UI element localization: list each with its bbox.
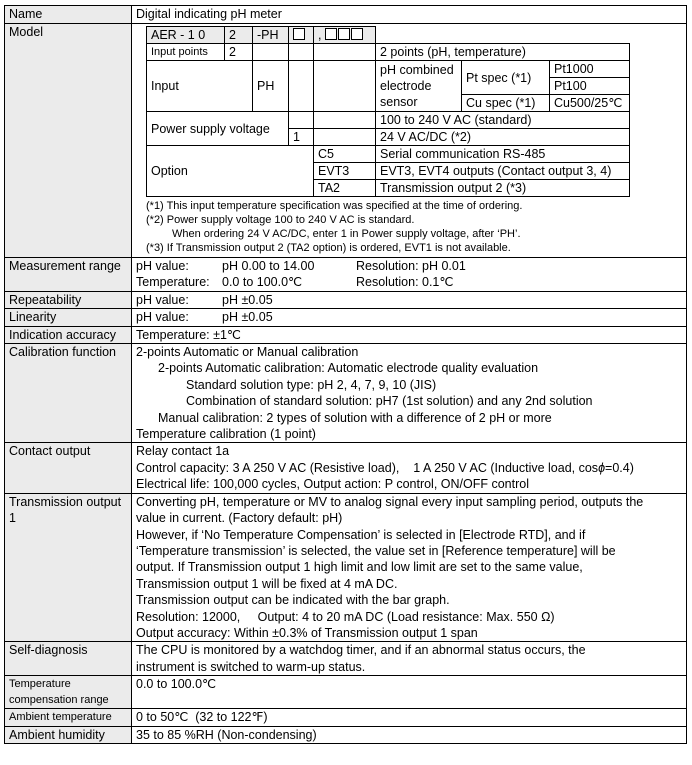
cu500: Cu500/25℃ — [550, 95, 630, 112]
meas-temp-range: 0.0 to 100.0℃ — [222, 275, 303, 290]
calib-line-3: Standard solution type: pH 2, 4, 7, 9, 10 (JIS) — [186, 377, 437, 392]
trans-line-3: However, if ‘No Temperature Compensation’ is selected in [Electrode RTD], and if — [136, 527, 586, 542]
row-transmission — [5, 493, 687, 642]
value-ambtemp: 0 to 50℃ (32 to 122℉) — [132, 709, 687, 726]
trans-line-2: value in current. (Factory default: pH) — [136, 511, 343, 526]
model-notes — [136, 199, 682, 257]
label-repeatability: Repeatability — [5, 291, 132, 308]
option-desc-2: Transmission output 2 (*3) — [376, 180, 630, 197]
note-1: (*1) This input temperature specification was specified at the time of ordering. — [146, 200, 523, 212]
trans-line-9: Output accuracy: Within ±0.3% of Transmission output 1 span — [136, 625, 478, 640]
psv-code: 1 — [289, 129, 314, 146]
linear-a: pH value: — [136, 310, 189, 325]
input-ph: PH — [253, 61, 289, 112]
row-selfdiag — [5, 642, 687, 676]
repeat-b: pH ±0.05 — [222, 292, 273, 307]
label-linearity: Linearity — [5, 309, 132, 326]
row-tempcomp — [5, 676, 687, 709]
meas-ph-range: pH 0.00 to 14.00 — [222, 259, 315, 273]
row-name — [5, 6, 687, 24]
option-code-0: C5 — [314, 146, 376, 163]
linear-b: pH ±0.05 — [222, 310, 273, 325]
note-3: (*3) If Transmission output 2 (TA2 option) is ordered, EVT1 is not available. — [146, 242, 511, 254]
input-points-label: Input points — [147, 44, 225, 61]
contact-line-2-text: Control capacity: 3 A 250 V AC (Resistive load), 1 A 250 V AC (Inductive load, cos — [136, 460, 599, 475]
label-contact: Contact output — [5, 443, 132, 493]
value-ambhum: 35 to 85 %RH (Non-condensing) — [132, 726, 687, 743]
label-model: Model — [5, 24, 132, 258]
option-desc-0: Serial communication RS-485 — [376, 146, 630, 163]
contact-line-3: Electrical life: 100,000 cycles, Output action: P control, ON/OFF control — [136, 477, 529, 492]
meas-temp-label: Temperature: — [136, 275, 210, 290]
trans-line-6: Transmission output 1 will be fixed at 4 mA DC. — [136, 576, 398, 591]
selfdiag-line-2: instrument is switched to warm-up status. — [136, 659, 366, 674]
code-psv-box — [289, 27, 314, 44]
option-code-2: TA2 — [314, 180, 376, 197]
option-label: Option — [147, 146, 314, 197]
cu-spec: Cu spec (*1) — [462, 95, 550, 112]
code-prefix: AER - 1 0 — [147, 27, 225, 44]
calib-line-2: 2-points Automatic calibration: Automatic electrode quality evaluation — [158, 361, 539, 376]
row-indication — [5, 326, 687, 343]
trans-line-1: Converting pH, temperature or MV to analog signal every input sampling period, outputs the — [136, 494, 644, 509]
trans-line-5: output. If Transmission output 1 high limit and low limit are set to the same value, — [136, 560, 583, 575]
spec-table — [4, 5, 687, 744]
model-code-table — [146, 26, 630, 197]
phi-symbol: ϕ — [598, 460, 606, 475]
code-suffix: -PH — [253, 27, 289, 44]
repeat-a: pH value: — [136, 292, 189, 307]
row-calibration — [5, 344, 687, 443]
calib-line-5: Manual calibration: 2 types of solution with a difference of 2 pH or more — [158, 410, 552, 425]
meas-ph-label: pH value: — [136, 259, 189, 273]
pt-spec: Pt spec (*1) — [462, 61, 550, 95]
calib-line-4: Combination of standard solution: pH7 (1st solution) and any 2nd solution — [186, 394, 593, 409]
value-tempcomp: 0.0 to 100.0℃ — [132, 676, 687, 709]
note-2b: When ordering 24 V AC/DC, enter 1 in Power supply voltage, after ‘PH’. — [172, 228, 521, 240]
selfdiag-line-1: The CPU is monitored by a watchdog timer, and if an abnormal status occurs, the — [136, 643, 586, 658]
row-repeatability — [5, 291, 687, 308]
value-calibration — [132, 344, 687, 443]
label-transmission: Transmission output 1 — [5, 493, 132, 642]
label-measurement: Measurement range — [5, 258, 132, 292]
label-name: Name — [5, 6, 132, 24]
psv-std: 100 to 240 V AC (standard) — [376, 112, 630, 129]
label-selfdiag: Self-diagnosis — [5, 642, 132, 676]
row-measurement — [5, 258, 687, 292]
meas-temp-res: Resolution: 0.1℃ — [356, 275, 454, 290]
row-model — [5, 24, 687, 258]
calib-line-1: 2-points Automatic or Manual calibration — [136, 345, 359, 360]
label-ambtemp: Ambient temperature — [5, 709, 132, 726]
code-comma: , — [318, 28, 322, 42]
code-option-boxes — [314, 27, 376, 44]
psv-label: Power supply voltage — [147, 112, 289, 146]
row-ambhum — [5, 726, 687, 743]
value-name: Digital indicating pH meter — [132, 6, 687, 24]
value-selfdiag — [132, 642, 687, 676]
input-label: Input — [147, 61, 253, 112]
label-ambhum: Ambient humidity — [5, 726, 132, 743]
row-linearity — [5, 309, 687, 326]
contact-line-2-end: =0.4) — [605, 460, 634, 475]
value-measurement — [132, 258, 687, 292]
code-input-digit: 2 — [225, 27, 253, 44]
contact-line-2 — [136, 460, 682, 476]
row-ambtemp — [5, 709, 687, 726]
contact-line-1: Relay contact 1a — [136, 444, 230, 459]
row-contact — [5, 443, 687, 493]
input-points-value: 2 — [225, 44, 253, 61]
value-model — [132, 24, 687, 258]
note-2: (*2) Power supply voltage 100 to 240 V AC is standard. — [146, 214, 415, 226]
psv-24: 24 V AC/DC (*2) — [376, 129, 630, 146]
meas-ph-res: Resolution: pH 0.01 — [356, 259, 466, 273]
option-desc-1: EVT3, EVT4 outputs (Contact output 3, 4) — [376, 163, 630, 180]
calib-line-6: Temperature calibration (1 point) — [136, 427, 316, 442]
input-points-desc: 2 points (pH, temperature) — [376, 44, 630, 61]
option-code-1: EVT3 — [314, 163, 376, 180]
pt1000: Pt1000 — [550, 61, 630, 78]
trans-line-8: Resolution: 12000, Output: 4 to 20 mA DC (Load resistance: Max. 550 Ω) — [136, 609, 555, 624]
label-indication: Indication accuracy — [5, 326, 132, 343]
value-transmission — [132, 493, 687, 642]
label-tempcomp: Temperature compensation range — [5, 676, 132, 709]
label-calibration: Calibration function — [5, 344, 132, 443]
pt100: Pt100 — [550, 78, 630, 95]
value-indication: Temperature: ±1℃ — [132, 326, 687, 343]
sensor-label: pH combined electrode sensor — [376, 61, 462, 112]
value-contact — [132, 443, 687, 493]
trans-line-4: ‘Temperature transmission’ is selected, the value set in [Reference temperature] will be — [136, 543, 616, 558]
trans-line-7: Transmission output can be indicated with the bar graph. — [136, 593, 450, 608]
